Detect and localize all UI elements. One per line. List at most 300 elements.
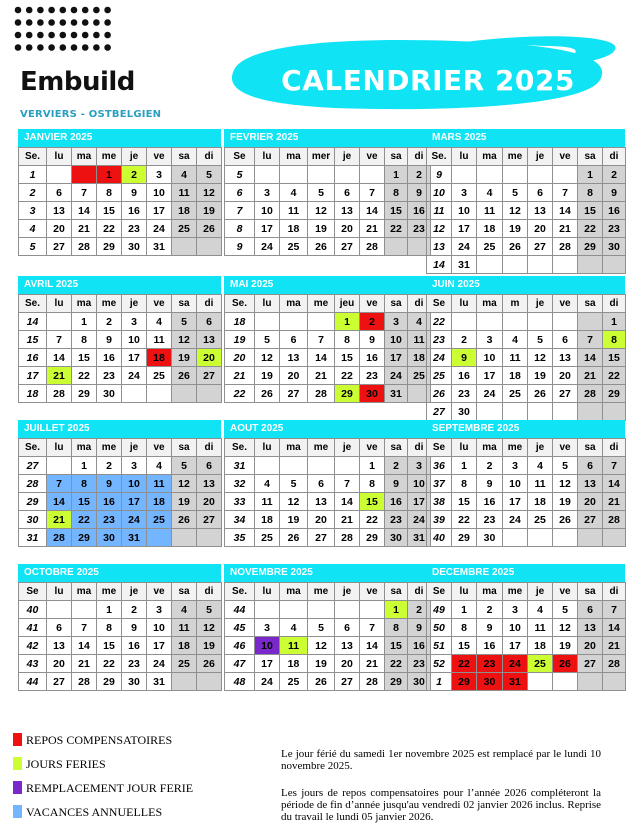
logo-dot <box>60 7 67 14</box>
month-title: OCTOBRE 2025 <box>18 564 221 582</box>
weekday-header: me <box>97 295 122 313</box>
day-cell: 19 <box>528 367 553 385</box>
week-row <box>427 331 626 349</box>
week-column-header: Se. <box>225 295 255 313</box>
weekday-header: ve <box>553 148 578 166</box>
empty-day-cell <box>47 166 72 184</box>
empty-day-cell <box>47 313 72 331</box>
week-row <box>19 349 222 367</box>
day-cell: 17 <box>385 349 408 367</box>
week-row <box>427 619 626 637</box>
day-cell: 23 <box>97 511 122 529</box>
week-row <box>225 349 431 367</box>
day-cell: 10 <box>255 202 280 220</box>
week-number: 18 <box>225 313 255 331</box>
legend-swatch <box>13 781 22 794</box>
empty-day-cell <box>360 166 385 184</box>
weekday-header: di <box>408 295 431 313</box>
empty-day-cell <box>503 529 528 547</box>
weekday-header: sa <box>385 583 408 601</box>
weekday-header-row <box>427 439 626 457</box>
day-cell: 30 <box>477 529 503 547</box>
day-cell: 12 <box>197 184 222 202</box>
empty-day-cell <box>147 529 172 547</box>
weekday-header: je <box>528 439 553 457</box>
day-cell: 2 <box>477 457 503 475</box>
day-cell: 28 <box>553 238 578 256</box>
day-cell: 18 <box>408 349 431 367</box>
week-number: 31 <box>19 529 47 547</box>
weekday-header: je <box>335 439 360 457</box>
day-cell: 23 <box>408 220 431 238</box>
empty-day-cell <box>553 313 578 331</box>
day-cell: 10 <box>147 184 172 202</box>
day-cell: 16 <box>97 493 122 511</box>
month-title: DECEMBRE 2025 <box>426 564 625 582</box>
day-cell: 21 <box>72 655 97 673</box>
month-calendar <box>426 276 625 421</box>
day-cell: 25 <box>528 511 553 529</box>
day-cell: 9 <box>408 619 431 637</box>
day-cell: 3 <box>122 313 147 331</box>
weekday-header: sa <box>385 439 408 457</box>
month-title: SEPTEMBRE 2025 <box>426 420 625 438</box>
logo-dot <box>60 32 67 39</box>
weekday-header: lu <box>255 439 280 457</box>
empty-day-cell <box>553 256 578 274</box>
weekday-header: me <box>97 148 122 166</box>
week-number: 5 <box>19 238 47 256</box>
month-grid <box>224 294 431 403</box>
weekday-header: ma <box>72 295 97 313</box>
day-cell: 31 <box>385 385 408 403</box>
weekday-header-row <box>19 583 222 601</box>
empty-day-cell <box>122 385 147 403</box>
day-cell: 21 <box>308 367 335 385</box>
day-cell: 19 <box>197 202 222 220</box>
weekday-header: ma <box>72 583 97 601</box>
day-cell: 30 <box>97 385 122 403</box>
logo-dot <box>26 7 33 14</box>
week-row <box>19 202 222 220</box>
month-title: NOVEMBRE 2025 <box>224 564 430 582</box>
week-row <box>225 511 431 529</box>
week-column-header: Se <box>427 439 452 457</box>
empty-day-cell <box>172 673 197 691</box>
day-cell: 26 <box>197 220 222 238</box>
week-number: 45 <box>225 619 255 637</box>
weekday-header: mer <box>308 148 335 166</box>
week-row <box>225 601 431 619</box>
day-cell: 16 <box>408 637 431 655</box>
legend-label: VACANCES ANNUELLES <box>26 805 163 819</box>
day-cell: 25 <box>280 673 308 691</box>
weekday-header: je <box>122 583 147 601</box>
week-row <box>427 367 626 385</box>
empty-day-cell <box>197 529 222 547</box>
week-number: 46 <box>225 637 255 655</box>
empty-day-cell <box>528 529 553 547</box>
week-row <box>427 313 626 331</box>
day-cell: 17 <box>147 202 172 220</box>
day-cell: 30 <box>97 529 122 547</box>
empty-day-cell <box>255 457 280 475</box>
empty-day-cell <box>172 385 197 403</box>
week-number: 43 <box>19 655 47 673</box>
day-cell: 17 <box>452 220 477 238</box>
week-number: 18 <box>19 385 47 403</box>
week-row <box>225 238 431 256</box>
day-cell: 13 <box>47 202 72 220</box>
day-cell: 22 <box>452 655 477 673</box>
day-cell: 4 <box>477 184 503 202</box>
day-cell: 27 <box>308 529 335 547</box>
week-row <box>427 673 626 691</box>
day-cell: 24 <box>385 367 408 385</box>
day-cell: 2 <box>408 166 431 184</box>
week-row <box>225 529 431 547</box>
empty-day-cell <box>280 601 308 619</box>
empty-day-cell <box>528 166 553 184</box>
week-column-header: Se. <box>427 148 452 166</box>
day-cell: 22 <box>72 367 97 385</box>
day-cell: 9 <box>97 331 122 349</box>
day-cell: 3 <box>147 601 172 619</box>
day-cell: 29 <box>72 385 97 403</box>
day-cell: 3 <box>255 619 280 637</box>
day-cell: 5 <box>528 331 553 349</box>
day-cell: 23 <box>385 511 408 529</box>
day-cell: 30 <box>122 673 147 691</box>
day-cell: 7 <box>360 184 385 202</box>
day-cell: 17 <box>122 349 147 367</box>
legend-item <box>13 781 193 796</box>
day-cell: 6 <box>197 313 222 331</box>
logo-dot <box>104 44 111 51</box>
logo-dot <box>48 32 55 39</box>
empty-day-cell <box>147 385 172 403</box>
day-cell: 5 <box>308 184 335 202</box>
weekday-header: lu <box>47 439 72 457</box>
week-row <box>427 385 626 403</box>
week-number: 30 <box>19 511 47 529</box>
day-cell: 15 <box>452 493 477 511</box>
day-cell: 2 <box>408 601 431 619</box>
day-cell: 5 <box>553 601 578 619</box>
day-cell: 14 <box>47 349 72 367</box>
weekday-header: sa <box>172 148 197 166</box>
week-row <box>19 238 222 256</box>
weekday-header: sa <box>172 439 197 457</box>
day-cell: 5 <box>503 184 528 202</box>
day-cell: 23 <box>452 385 477 403</box>
brand-name: Embuild <box>20 67 135 97</box>
weekday-header-row <box>225 295 431 313</box>
empty-day-cell <box>172 529 197 547</box>
empty-day-cell <box>553 403 578 421</box>
week-number: 41 <box>19 619 47 637</box>
day-cell: 18 <box>172 637 197 655</box>
day-cell: 25 <box>528 655 553 673</box>
empty-day-cell <box>503 313 528 331</box>
day-cell: 24 <box>255 673 280 691</box>
weekday-header: ma <box>477 583 503 601</box>
week-row <box>427 655 626 673</box>
week-row <box>19 601 222 619</box>
day-cell: 4 <box>280 619 308 637</box>
day-cell: 14 <box>603 619 626 637</box>
day-cell: 24 <box>503 655 528 673</box>
day-cell: 2 <box>603 166 626 184</box>
day-cell: 11 <box>147 475 172 493</box>
day-cell: 4 <box>147 313 172 331</box>
week-number: 49 <box>427 601 452 619</box>
week-row <box>19 619 222 637</box>
day-cell: 10 <box>122 475 147 493</box>
day-cell: 26 <box>280 529 308 547</box>
empty-day-cell <box>335 601 360 619</box>
empty-day-cell <box>72 601 97 619</box>
day-cell: 31 <box>452 256 477 274</box>
month-grid <box>224 582 431 691</box>
day-cell: 12 <box>553 475 578 493</box>
month-title: JUILLET 2025 <box>18 420 221 438</box>
day-cell: 13 <box>197 475 222 493</box>
week-row <box>427 184 626 202</box>
day-cell: 12 <box>528 349 553 367</box>
month-title: JANVIER 2025 <box>18 129 221 147</box>
day-cell: 18 <box>147 349 172 367</box>
day-cell: 9 <box>408 184 431 202</box>
day-cell: 8 <box>72 331 97 349</box>
month-calendar <box>426 564 625 691</box>
day-cell: 4 <box>528 601 553 619</box>
day-cell: 19 <box>172 349 197 367</box>
weekday-header: ma <box>280 439 308 457</box>
day-cell: 6 <box>47 184 72 202</box>
logo-dot <box>93 32 100 39</box>
day-cell: 24 <box>255 238 280 256</box>
day-cell: 10 <box>477 349 503 367</box>
week-column-header: Se <box>225 148 255 166</box>
logo-dot <box>37 44 44 51</box>
weekday-header-row <box>427 295 626 313</box>
empty-day-cell <box>528 673 553 691</box>
logo-dot <box>60 44 67 51</box>
legend-item <box>13 757 106 772</box>
day-cell: 1 <box>578 166 603 184</box>
day-cell: 17 <box>255 655 280 673</box>
legend-swatch <box>13 733 22 746</box>
week-column-header: Se <box>427 295 452 313</box>
day-cell: 29 <box>97 673 122 691</box>
logo-dot <box>26 32 33 39</box>
empty-day-cell <box>47 601 72 619</box>
weekday-header: lu <box>255 148 280 166</box>
day-cell: 30 <box>603 238 626 256</box>
day-cell: 7 <box>335 475 360 493</box>
empty-day-cell <box>335 166 360 184</box>
week-column-header: Se. <box>19 148 47 166</box>
day-cell: 27 <box>280 385 308 403</box>
month-calendar <box>18 276 221 403</box>
day-cell: 30 <box>477 673 503 691</box>
day-cell: 21 <box>47 511 72 529</box>
day-cell: 7 <box>360 619 385 637</box>
day-cell: 3 <box>477 331 503 349</box>
weekday-header: di <box>408 583 431 601</box>
day-cell: 29 <box>72 529 97 547</box>
day-cell: 21 <box>553 220 578 238</box>
week-row <box>427 349 626 367</box>
day-cell: 12 <box>308 637 335 655</box>
empty-day-cell <box>578 313 603 331</box>
day-cell: 25 <box>408 367 431 385</box>
day-cell: 11 <box>408 331 431 349</box>
weekday-header: je <box>335 148 360 166</box>
day-cell: 17 <box>408 493 431 511</box>
week-row <box>427 238 626 256</box>
week-number: 50 <box>427 619 452 637</box>
weekday-header: ve <box>147 583 172 601</box>
week-row <box>427 220 626 238</box>
empty-day-cell <box>385 238 408 256</box>
day-cell: 13 <box>308 493 335 511</box>
empty-day-cell <box>578 673 603 691</box>
day-cell: 29 <box>603 385 626 403</box>
empty-day-cell <box>255 313 280 331</box>
weekday-header: me <box>97 583 122 601</box>
day-cell: 4 <box>147 457 172 475</box>
week-row <box>225 331 431 349</box>
day-cell: 7 <box>47 331 72 349</box>
weekday-header: di <box>603 295 626 313</box>
week-row <box>427 493 626 511</box>
week-row <box>225 655 431 673</box>
day-cell: 6 <box>308 475 335 493</box>
empty-day-cell <box>553 673 578 691</box>
week-row <box>225 619 431 637</box>
day-cell: 29 <box>452 673 477 691</box>
day-cell: 14 <box>360 202 385 220</box>
day-cell: 10 <box>147 619 172 637</box>
day-cell: 27 <box>47 238 72 256</box>
week-row <box>225 457 431 475</box>
day-cell: 14 <box>308 349 335 367</box>
day-cell: 3 <box>385 313 408 331</box>
day-cell: 24 <box>408 511 431 529</box>
empty-day-cell <box>603 529 626 547</box>
week-row <box>19 655 222 673</box>
day-cell: 27 <box>47 673 72 691</box>
notes-block <box>281 748 601 838</box>
day-cell: 3 <box>452 184 477 202</box>
day-cell: 22 <box>385 655 408 673</box>
day-cell: 1 <box>385 601 408 619</box>
month-calendar <box>426 129 625 274</box>
day-cell: 11 <box>280 637 308 655</box>
weekday-header: ve <box>553 583 578 601</box>
day-cell: 8 <box>335 331 360 349</box>
weekday-header: me <box>503 439 528 457</box>
day-cell: 20 <box>335 220 360 238</box>
logo-dot <box>82 7 89 14</box>
weekday-header: sa <box>385 148 408 166</box>
day-cell: 6 <box>197 457 222 475</box>
day-cell: 26 <box>172 511 197 529</box>
weekday-header: sa <box>578 583 603 601</box>
day-cell: 21 <box>603 637 626 655</box>
day-cell: 10 <box>385 331 408 349</box>
day-cell: 31 <box>147 238 172 256</box>
day-cell: 24 <box>503 511 528 529</box>
day-cell: 3 <box>503 601 528 619</box>
day-cell: 6 <box>47 619 72 637</box>
day-cell: 29 <box>97 238 122 256</box>
day-cell: 27 <box>197 367 222 385</box>
day-cell: 9 <box>360 331 385 349</box>
day-cell: 2 <box>97 313 122 331</box>
weekday-header-row <box>19 148 222 166</box>
week-row <box>225 673 431 691</box>
weekday-header: sa <box>385 295 408 313</box>
week-row <box>427 475 626 493</box>
day-cell: 7 <box>578 331 603 349</box>
day-cell: 22 <box>385 220 408 238</box>
day-cell: 23 <box>408 655 431 673</box>
weekday-header: ma <box>477 148 503 166</box>
day-cell: 28 <box>578 385 603 403</box>
month-grid <box>18 582 222 691</box>
day-cell: 14 <box>72 202 97 220</box>
day-cell: 4 <box>255 475 280 493</box>
day-cell: 13 <box>47 637 72 655</box>
day-cell: 20 <box>578 493 603 511</box>
day-cell: 23 <box>122 220 147 238</box>
day-cell: 8 <box>452 619 477 637</box>
empty-day-cell <box>503 166 528 184</box>
weekday-header: ma <box>280 148 308 166</box>
week-number: 9 <box>225 238 255 256</box>
logo-dot <box>82 19 89 26</box>
logo-dot <box>104 19 111 26</box>
month-calendar <box>18 564 221 691</box>
day-cell: 19 <box>308 655 335 673</box>
week-number: 44 <box>225 601 255 619</box>
week-row <box>19 493 222 511</box>
week-number: 1 <box>19 166 47 184</box>
week-column-header: Se <box>19 583 47 601</box>
week-number: 10 <box>427 184 452 202</box>
day-cell: 1 <box>385 166 408 184</box>
weekday-header: je <box>122 148 147 166</box>
week-row <box>19 673 222 691</box>
week-row <box>225 220 431 238</box>
week-number: 31 <box>225 457 255 475</box>
empty-day-cell <box>280 166 308 184</box>
week-row <box>225 202 431 220</box>
day-cell: 26 <box>197 655 222 673</box>
day-cell: 13 <box>197 331 222 349</box>
week-number: 35 <box>225 529 255 547</box>
weekday-header: je <box>528 148 553 166</box>
legend-label: REMPLACEMENT JOUR FERIE <box>26 781 194 795</box>
week-number: 34 <box>225 511 255 529</box>
day-cell: 1 <box>603 313 626 331</box>
logo-dot <box>104 7 111 14</box>
weekday-header-row <box>225 583 431 601</box>
day-cell: 8 <box>97 184 122 202</box>
